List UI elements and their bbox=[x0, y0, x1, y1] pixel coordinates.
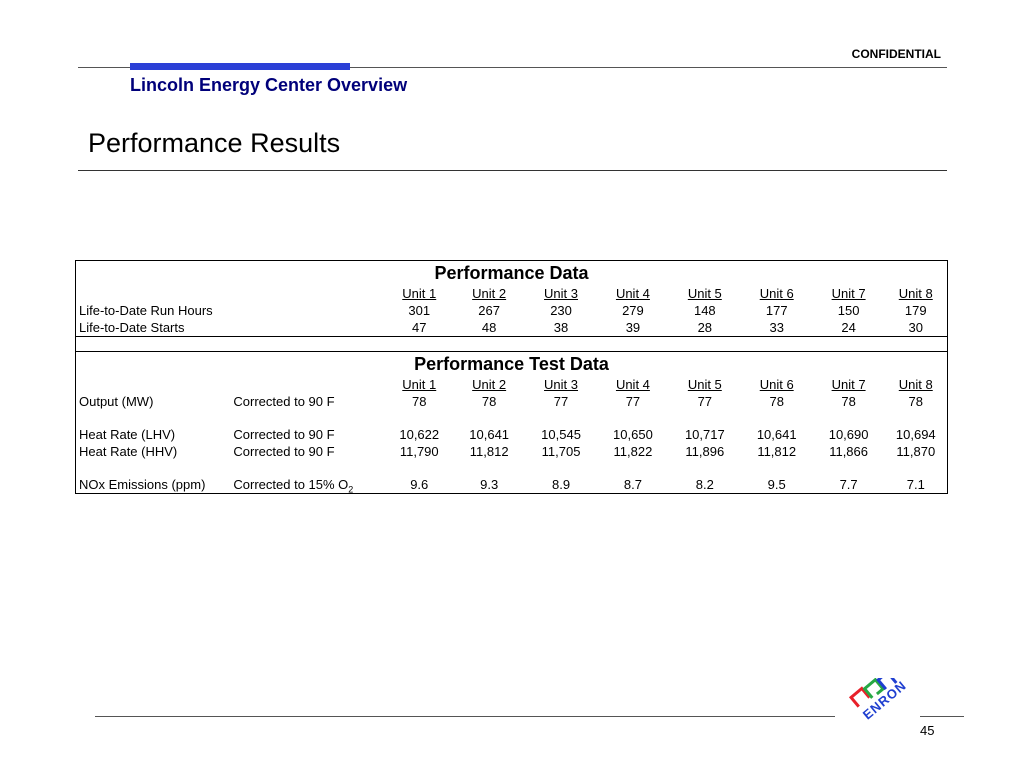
section-performance-test-data bbox=[76, 352, 948, 377]
value-cell: 11,896 bbox=[685, 444, 725, 459]
condition-subscript: 2 bbox=[348, 484, 354, 495]
row-label: Life-to-Date Run Hours bbox=[79, 303, 213, 318]
value-cell: 47 bbox=[412, 320, 427, 335]
unit-header-row bbox=[76, 285, 948, 302]
header-accent-bar bbox=[130, 63, 350, 70]
table-row bbox=[76, 393, 948, 410]
value-cell: 9.6 bbox=[410, 477, 429, 492]
unit-header: Unit 7 bbox=[831, 377, 866, 392]
spacer-cell bbox=[76, 460, 948, 476]
value-cell: 10,545 bbox=[541, 427, 581, 442]
row-label: NOx Emissions (ppm) bbox=[79, 477, 206, 492]
unit-header: Unit 2 bbox=[472, 286, 507, 301]
title-divider bbox=[78, 170, 947, 171]
value-cell: 33 bbox=[769, 320, 784, 335]
value-cell: 30 bbox=[908, 320, 923, 335]
condition-text: Corrected to 15% O bbox=[233, 477, 349, 492]
value-cell: 28 bbox=[697, 320, 713, 335]
value-cell: 10,622 bbox=[399, 427, 440, 442]
unit-header: Unit 6 bbox=[759, 286, 794, 301]
value-cell: 39 bbox=[625, 320, 641, 335]
value-cell: 177 bbox=[765, 303, 788, 318]
row-label: Heat Rate (LHV) bbox=[79, 427, 176, 442]
unit-header: Unit 3 bbox=[544, 286, 579, 301]
value-cell: 11,870 bbox=[896, 444, 936, 459]
footer-divider-right bbox=[920, 716, 964, 717]
value-cell: 10,641 bbox=[756, 427, 797, 442]
value-cell: 38 bbox=[553, 320, 569, 335]
page-title: Performance Results bbox=[88, 128, 341, 158]
row-label: Heat Rate (HHV) bbox=[79, 444, 178, 459]
row-label: Life-to-Date Starts bbox=[79, 320, 185, 335]
table-row bbox=[76, 319, 948, 337]
value-cell: 10,690 bbox=[828, 427, 869, 442]
value-cell: 11,705 bbox=[541, 444, 581, 459]
value-cell: 7.7 bbox=[839, 477, 858, 492]
condition-text: Corrected to 90 F bbox=[233, 394, 335, 409]
value-cell: 24 bbox=[841, 320, 856, 335]
footer-divider-left bbox=[95, 716, 835, 717]
value-cell: 77 bbox=[697, 394, 713, 409]
table-row bbox=[76, 302, 948, 319]
unit-header: Unit 4 bbox=[615, 377, 650, 392]
value-cell: 150 bbox=[837, 303, 860, 318]
value-cell: 230 bbox=[550, 303, 572, 318]
section-separator bbox=[76, 337, 948, 352]
row-condition bbox=[230, 393, 385, 410]
page-number: 45 bbox=[920, 723, 935, 738]
slide-subtitle: Lincoln Energy Center Overview bbox=[130, 75, 408, 95]
separator-cell bbox=[76, 337, 948, 352]
unit-header: Unit 4 bbox=[615, 286, 650, 301]
value-cell: 267 bbox=[478, 303, 500, 318]
value-cell: 10,694 bbox=[895, 427, 936, 442]
value-cell: 7.1 bbox=[906, 477, 925, 492]
value-cell: 8.9 bbox=[552, 477, 571, 492]
value-cell: 78 bbox=[412, 394, 427, 409]
enron-logo-text: ENRON bbox=[859, 678, 910, 723]
unit-header: Unit 8 bbox=[898, 377, 933, 392]
value-cell: 9.5 bbox=[767, 477, 786, 492]
header-spacer bbox=[76, 376, 231, 393]
unit-header: Unit 7 bbox=[831, 286, 866, 301]
spacer-row bbox=[76, 460, 948, 476]
value-cell: 11,812 bbox=[757, 444, 797, 459]
performance-table bbox=[75, 260, 948, 494]
value-cell: 179 bbox=[904, 303, 927, 318]
section-performance-data-title: Performance Data bbox=[434, 263, 589, 283]
unit-header: Unit 1 bbox=[402, 286, 437, 301]
row-condition bbox=[230, 443, 385, 460]
section-performance-data bbox=[76, 261, 948, 286]
table-row bbox=[76, 426, 948, 443]
value-cell: 148 bbox=[693, 303, 716, 318]
condition-text: Corrected to 90 F bbox=[233, 427, 335, 442]
enron-logo bbox=[838, 678, 918, 750]
header-spacer bbox=[230, 376, 385, 393]
value-cell: 11,812 bbox=[469, 444, 509, 459]
unit-header: Unit 1 bbox=[402, 377, 437, 392]
unit-header-row bbox=[76, 376, 948, 393]
confidential-label: CONFIDENTIAL bbox=[851, 47, 941, 61]
value-cell: 78 bbox=[481, 394, 497, 409]
value-cell: 8.2 bbox=[695, 477, 714, 492]
unit-header: Unit 8 bbox=[898, 286, 933, 301]
value-cell: 9.3 bbox=[480, 477, 499, 492]
value-cell: 301 bbox=[408, 303, 431, 318]
value-cell: 10,650 bbox=[613, 427, 653, 442]
unit-header: Unit 5 bbox=[687, 377, 722, 392]
value-cell: 279 bbox=[622, 303, 644, 318]
value-cell: 11,866 bbox=[829, 444, 868, 459]
header-spacer bbox=[76, 285, 231, 302]
unit-header: Unit 2 bbox=[472, 377, 507, 392]
table-row bbox=[76, 443, 948, 460]
header-spacer bbox=[230, 285, 385, 302]
value-cell: 10,717 bbox=[684, 427, 725, 442]
row-label: Output (MW) bbox=[79, 394, 154, 409]
value-cell: 77 bbox=[625, 394, 641, 409]
value-cell: 77 bbox=[553, 394, 569, 409]
table-row bbox=[76, 476, 948, 494]
unit-header: Unit 6 bbox=[759, 377, 794, 392]
spacer-cell bbox=[76, 410, 948, 426]
section-performance-test-data-title: Performance Test Data bbox=[76, 352, 948, 377]
value-cell: 78 bbox=[769, 394, 784, 409]
row-condition bbox=[230, 476, 385, 494]
unit-header: Unit 5 bbox=[687, 286, 722, 301]
spacer-row bbox=[76, 410, 948, 426]
condition-text: Corrected to 90 F bbox=[233, 444, 335, 459]
value-cell: 78 bbox=[908, 394, 923, 409]
value-cell: 48 bbox=[481, 320, 497, 335]
row-condition bbox=[230, 426, 385, 443]
value-cell: 78 bbox=[841, 394, 856, 409]
unit-header: Unit 3 bbox=[544, 377, 579, 392]
value-cell: 11,790 bbox=[399, 444, 439, 459]
value-cell: 11,822 bbox=[613, 444, 653, 459]
value-cell: 8.7 bbox=[623, 477, 642, 492]
value-cell: 10,641 bbox=[469, 427, 510, 442]
